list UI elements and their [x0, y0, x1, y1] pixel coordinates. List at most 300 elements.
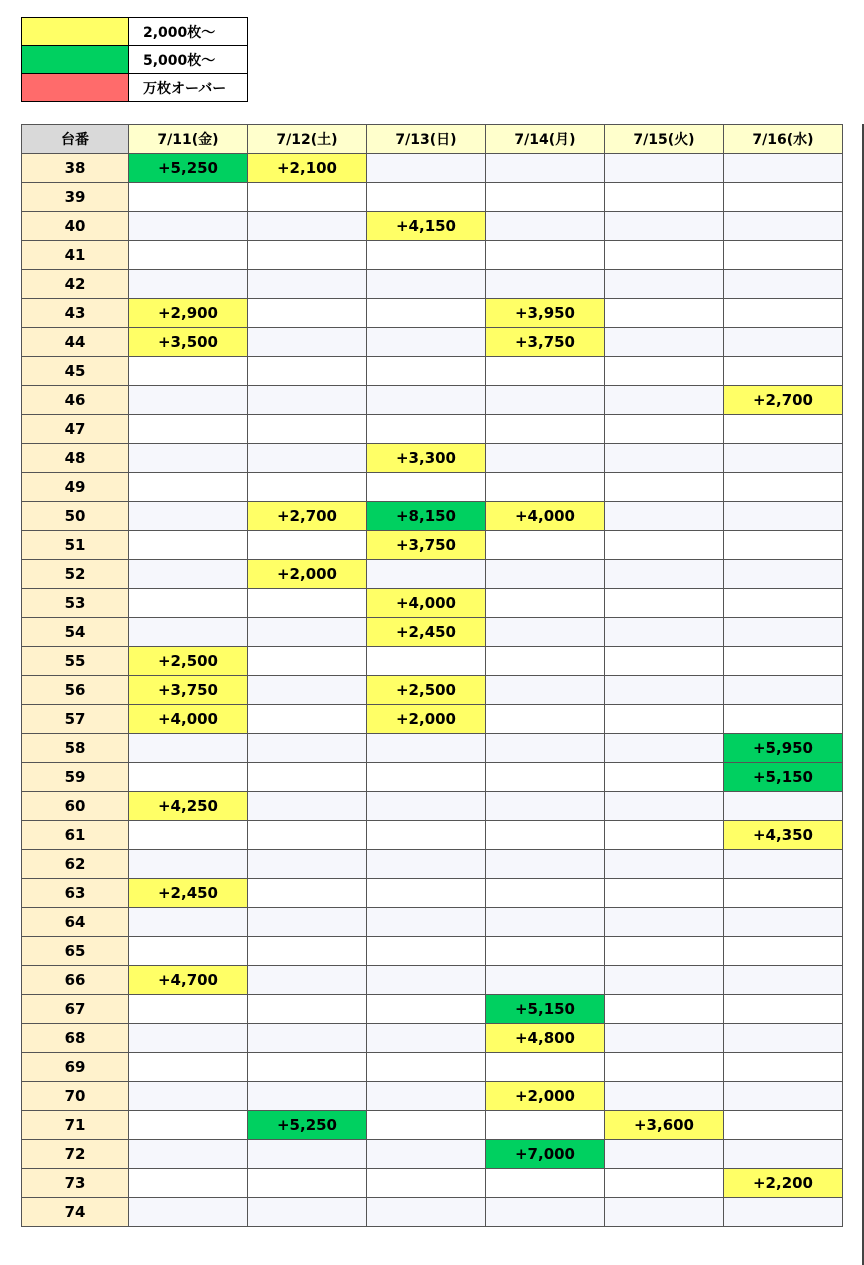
result-cell	[129, 1198, 248, 1227]
machine-number: 66	[22, 966, 129, 995]
result-cell	[129, 763, 248, 792]
result-cell: +2,000	[248, 560, 367, 589]
result-cell	[129, 415, 248, 444]
machine-number: 39	[22, 183, 129, 212]
result-cell	[605, 1053, 724, 1082]
result-cell	[724, 1024, 843, 1053]
machine-number: 65	[22, 937, 129, 966]
result-cell	[248, 1169, 367, 1198]
result-cell	[724, 270, 843, 299]
legend-swatch	[22, 74, 129, 102]
result-cell	[605, 676, 724, 705]
result-cell: +2,100	[248, 154, 367, 183]
result-cell	[605, 328, 724, 357]
result-cell	[129, 357, 248, 386]
result-cell	[724, 1140, 843, 1169]
result-cell: +2,700	[724, 386, 843, 415]
result-cell	[367, 473, 486, 502]
table-row	[22, 705, 843, 734]
machine-number: 49	[22, 473, 129, 502]
result-cell	[486, 183, 605, 212]
machine-number: 48	[22, 444, 129, 473]
table-row	[22, 908, 843, 937]
result-cell	[605, 647, 724, 676]
table-row	[22, 1024, 843, 1053]
result-cell	[724, 850, 843, 879]
result-cell	[605, 183, 724, 212]
result-cell	[248, 908, 367, 937]
result-cell	[486, 1169, 605, 1198]
result-cell	[248, 618, 367, 647]
result-cell	[129, 473, 248, 502]
table-row	[22, 1082, 843, 1111]
machine-number: 72	[22, 1140, 129, 1169]
result-cell	[486, 792, 605, 821]
result-cell	[486, 734, 605, 763]
day-header: 7/12(土)	[248, 125, 367, 154]
table-row	[22, 821, 843, 850]
result-cell	[724, 647, 843, 676]
result-cell	[724, 966, 843, 995]
result-cell	[129, 502, 248, 531]
result-cell	[248, 183, 367, 212]
result-cell	[367, 1053, 486, 1082]
result-cell	[486, 879, 605, 908]
machine-number: 70	[22, 1082, 129, 1111]
result-cell: +3,600	[605, 1111, 724, 1140]
result-cell	[248, 966, 367, 995]
table-row	[22, 589, 843, 618]
result-cell	[367, 966, 486, 995]
result-cell	[129, 212, 248, 241]
machine-number: 58	[22, 734, 129, 763]
result-cell	[724, 299, 843, 328]
result-cell	[129, 1082, 248, 1111]
result-cell	[367, 850, 486, 879]
result-cell: +4,800	[486, 1024, 605, 1053]
result-cell	[367, 792, 486, 821]
result-cell	[129, 1169, 248, 1198]
machine-number: 63	[22, 879, 129, 908]
result-cell	[367, 1024, 486, 1053]
results-table	[21, 124, 843, 1227]
result-cell	[724, 154, 843, 183]
result-cell	[724, 241, 843, 270]
table-row	[22, 647, 843, 676]
result-cell	[724, 1053, 843, 1082]
result-cell	[129, 937, 248, 966]
result-cell	[367, 1198, 486, 1227]
machine-number: 53	[22, 589, 129, 618]
result-cell: +5,950	[724, 734, 843, 763]
result-cell	[129, 618, 248, 647]
machine-number: 40	[22, 212, 129, 241]
result-cell: +5,250	[248, 1111, 367, 1140]
result-cell	[605, 937, 724, 966]
result-cell	[605, 357, 724, 386]
result-cell	[367, 386, 486, 415]
result-cell	[724, 908, 843, 937]
result-cell	[248, 995, 367, 1024]
result-cell	[248, 357, 367, 386]
result-cell	[724, 357, 843, 386]
result-cell	[367, 1082, 486, 1111]
day-header: 7/14(月)	[486, 125, 605, 154]
result-cell: +4,350	[724, 821, 843, 850]
result-cell	[248, 386, 367, 415]
result-cell	[367, 1140, 486, 1169]
table-row	[22, 502, 843, 531]
result-cell	[248, 212, 367, 241]
machine-number: 38	[22, 154, 129, 183]
table-row	[22, 183, 843, 212]
result-cell	[367, 241, 486, 270]
result-cell	[248, 1053, 367, 1082]
result-cell	[367, 328, 486, 357]
day-header: 7/16(水)	[724, 125, 843, 154]
result-cell	[129, 270, 248, 299]
result-cell	[724, 1111, 843, 1140]
table-row	[22, 792, 843, 821]
result-cell	[724, 676, 843, 705]
table-row	[22, 444, 843, 473]
table-row	[22, 531, 843, 560]
result-cell	[367, 908, 486, 937]
table-row	[22, 299, 843, 328]
result-cell	[605, 1024, 724, 1053]
result-cell	[486, 908, 605, 937]
machine-number: 73	[22, 1169, 129, 1198]
result-cell	[724, 502, 843, 531]
legend-label: 万枚オーバー	[129, 74, 248, 102]
result-cell	[486, 386, 605, 415]
result-cell	[486, 531, 605, 560]
result-cell	[248, 734, 367, 763]
result-cell	[248, 270, 367, 299]
result-cell	[367, 995, 486, 1024]
result-cell	[605, 995, 724, 1024]
result-cell	[248, 879, 367, 908]
result-cell	[605, 821, 724, 850]
result-cell	[605, 879, 724, 908]
result-cell	[605, 908, 724, 937]
result-cell: +4,150	[367, 212, 486, 241]
result-cell	[605, 1140, 724, 1169]
result-cell	[367, 1111, 486, 1140]
result-cell	[129, 821, 248, 850]
result-cell	[605, 560, 724, 589]
table-row	[22, 386, 843, 415]
machine-number: 51	[22, 531, 129, 560]
result-cell: +2,200	[724, 1169, 843, 1198]
result-cell	[486, 415, 605, 444]
result-cell	[605, 1169, 724, 1198]
result-cell	[486, 444, 605, 473]
result-cell	[724, 705, 843, 734]
machine-number: 54	[22, 618, 129, 647]
result-cell	[248, 1024, 367, 1053]
result-cell	[486, 357, 605, 386]
machine-number: 60	[22, 792, 129, 821]
result-cell	[486, 154, 605, 183]
machine-number: 71	[22, 1111, 129, 1140]
result-cell	[724, 1198, 843, 1227]
table-row	[22, 357, 843, 386]
result-cell	[605, 1082, 724, 1111]
table-row	[22, 734, 843, 763]
result-cell	[129, 1053, 248, 1082]
result-cell	[605, 1198, 724, 1227]
legend-row	[22, 46, 248, 74]
result-cell	[486, 937, 605, 966]
table-row	[22, 1053, 843, 1082]
result-cell	[367, 415, 486, 444]
result-cell	[248, 444, 367, 473]
table-row	[22, 473, 843, 502]
machine-number: 45	[22, 357, 129, 386]
result-cell	[129, 241, 248, 270]
result-cell: +7,000	[486, 1140, 605, 1169]
result-cell	[367, 879, 486, 908]
day-header: 7/15(火)	[605, 125, 724, 154]
result-cell	[486, 241, 605, 270]
result-cell	[486, 1111, 605, 1140]
result-cell	[486, 821, 605, 850]
result-cell	[367, 299, 486, 328]
result-cell: +2,500	[367, 676, 486, 705]
table-row	[22, 415, 843, 444]
result-cell	[367, 270, 486, 299]
legend-label: 5,000枚～	[129, 46, 248, 74]
table-row	[22, 676, 843, 705]
result-cell	[724, 560, 843, 589]
result-cell: +4,000	[129, 705, 248, 734]
table-row	[22, 1169, 843, 1198]
result-cell	[486, 647, 605, 676]
table-row	[22, 763, 843, 792]
result-cell: +8,150	[367, 502, 486, 531]
result-cell	[248, 821, 367, 850]
machine-number: 52	[22, 560, 129, 589]
table-row	[22, 850, 843, 879]
result-cell: +2,900	[129, 299, 248, 328]
legend-label: 2,000枚～	[129, 18, 248, 46]
result-cell	[248, 589, 367, 618]
table-row	[22, 212, 843, 241]
legend-swatch	[22, 46, 129, 74]
result-cell	[605, 589, 724, 618]
result-cell	[486, 705, 605, 734]
result-cell: +3,750	[367, 531, 486, 560]
result-cell	[248, 328, 367, 357]
result-cell	[367, 647, 486, 676]
machine-number-header: 台番	[22, 125, 129, 154]
table-row	[22, 560, 843, 589]
result-cell	[486, 618, 605, 647]
result-cell	[129, 1140, 248, 1169]
result-cell	[605, 763, 724, 792]
result-cell	[367, 183, 486, 212]
result-cell	[605, 241, 724, 270]
table-row	[22, 879, 843, 908]
result-cell: +2,450	[129, 879, 248, 908]
machine-number: 69	[22, 1053, 129, 1082]
table-row	[22, 1140, 843, 1169]
result-cell	[129, 850, 248, 879]
result-cell	[129, 589, 248, 618]
result-cell	[129, 908, 248, 937]
machine-number: 41	[22, 241, 129, 270]
result-cell	[248, 763, 367, 792]
table-row	[22, 937, 843, 966]
result-cell	[605, 212, 724, 241]
table-row	[22, 618, 843, 647]
result-cell	[486, 1198, 605, 1227]
result-cell	[486, 850, 605, 879]
machine-number: 57	[22, 705, 129, 734]
result-cell	[367, 1169, 486, 1198]
result-cell: +5,150	[724, 763, 843, 792]
result-cell	[605, 531, 724, 560]
result-cell	[367, 154, 486, 183]
result-cell	[248, 647, 367, 676]
result-cell	[724, 618, 843, 647]
table-row	[22, 1198, 843, 1227]
result-cell	[724, 995, 843, 1024]
legend-row	[22, 74, 248, 102]
machine-number: 43	[22, 299, 129, 328]
result-cell	[605, 415, 724, 444]
result-cell	[248, 850, 367, 879]
result-cell	[129, 444, 248, 473]
result-cell	[724, 792, 843, 821]
result-cell	[248, 415, 367, 444]
result-cell	[486, 560, 605, 589]
result-cell	[486, 270, 605, 299]
result-cell: +5,250	[129, 154, 248, 183]
result-cell	[129, 734, 248, 763]
machine-number: 55	[22, 647, 129, 676]
result-cell	[367, 821, 486, 850]
machine-number: 44	[22, 328, 129, 357]
result-cell	[248, 1082, 367, 1111]
result-cell	[605, 618, 724, 647]
machine-number: 74	[22, 1198, 129, 1227]
header-row	[22, 125, 843, 154]
result-cell	[724, 183, 843, 212]
result-cell	[486, 473, 605, 502]
result-cell	[248, 531, 367, 560]
result-cell	[605, 386, 724, 415]
result-cell: +2,000	[486, 1082, 605, 1111]
result-cell	[248, 937, 367, 966]
result-cell	[248, 241, 367, 270]
machine-number: 62	[22, 850, 129, 879]
result-cell	[248, 473, 367, 502]
legend	[21, 17, 248, 102]
table-row	[22, 241, 843, 270]
machine-number: 50	[22, 502, 129, 531]
result-cell	[605, 299, 724, 328]
result-cell	[724, 444, 843, 473]
table-row	[22, 328, 843, 357]
machine-number: 56	[22, 676, 129, 705]
result-cell	[129, 1111, 248, 1140]
day-header: 7/11(金)	[129, 125, 248, 154]
result-cell: +3,750	[486, 328, 605, 357]
table-row	[22, 1111, 843, 1140]
result-cell: +3,300	[367, 444, 486, 473]
result-cell	[605, 473, 724, 502]
result-cell	[248, 676, 367, 705]
result-cell	[367, 734, 486, 763]
result-cell	[486, 589, 605, 618]
result-cell	[248, 1140, 367, 1169]
result-cell	[605, 850, 724, 879]
table-row	[22, 995, 843, 1024]
result-cell	[605, 502, 724, 531]
result-cell	[605, 444, 724, 473]
table-row	[22, 270, 843, 299]
table-row	[22, 966, 843, 995]
table-row	[22, 154, 843, 183]
result-cell	[248, 1198, 367, 1227]
result-cell	[605, 792, 724, 821]
result-cell	[724, 212, 843, 241]
result-cell: +3,950	[486, 299, 605, 328]
result-cell: +5,150	[486, 995, 605, 1024]
result-cell	[724, 937, 843, 966]
result-cell	[367, 560, 486, 589]
result-cell	[367, 357, 486, 386]
machine-number: 68	[22, 1024, 129, 1053]
result-cell	[129, 1024, 248, 1053]
result-cell: +4,000	[486, 502, 605, 531]
result-cell	[724, 1082, 843, 1111]
result-cell	[248, 299, 367, 328]
machine-number: 59	[22, 763, 129, 792]
result-cell	[605, 966, 724, 995]
result-cell: +4,000	[367, 589, 486, 618]
result-cell: +4,250	[129, 792, 248, 821]
legend-swatch	[22, 18, 129, 46]
result-cell	[367, 937, 486, 966]
machine-number: 46	[22, 386, 129, 415]
result-cell: +3,750	[129, 676, 248, 705]
machine-number: 67	[22, 995, 129, 1024]
result-cell	[605, 734, 724, 763]
result-cell	[724, 879, 843, 908]
result-cell: +2,450	[367, 618, 486, 647]
result-cell: +2,700	[248, 502, 367, 531]
result-cell: +4,700	[129, 966, 248, 995]
result-cell	[724, 589, 843, 618]
machine-number: 64	[22, 908, 129, 937]
result-cell	[605, 270, 724, 299]
result-cell	[486, 676, 605, 705]
result-cell	[724, 415, 843, 444]
result-cell	[367, 763, 486, 792]
result-cell	[724, 473, 843, 502]
result-cell	[486, 212, 605, 241]
result-cell	[486, 966, 605, 995]
result-cell	[248, 792, 367, 821]
result-cell	[129, 995, 248, 1024]
machine-number: 47	[22, 415, 129, 444]
result-cell	[129, 560, 248, 589]
result-cell	[129, 183, 248, 212]
result-cell	[605, 705, 724, 734]
